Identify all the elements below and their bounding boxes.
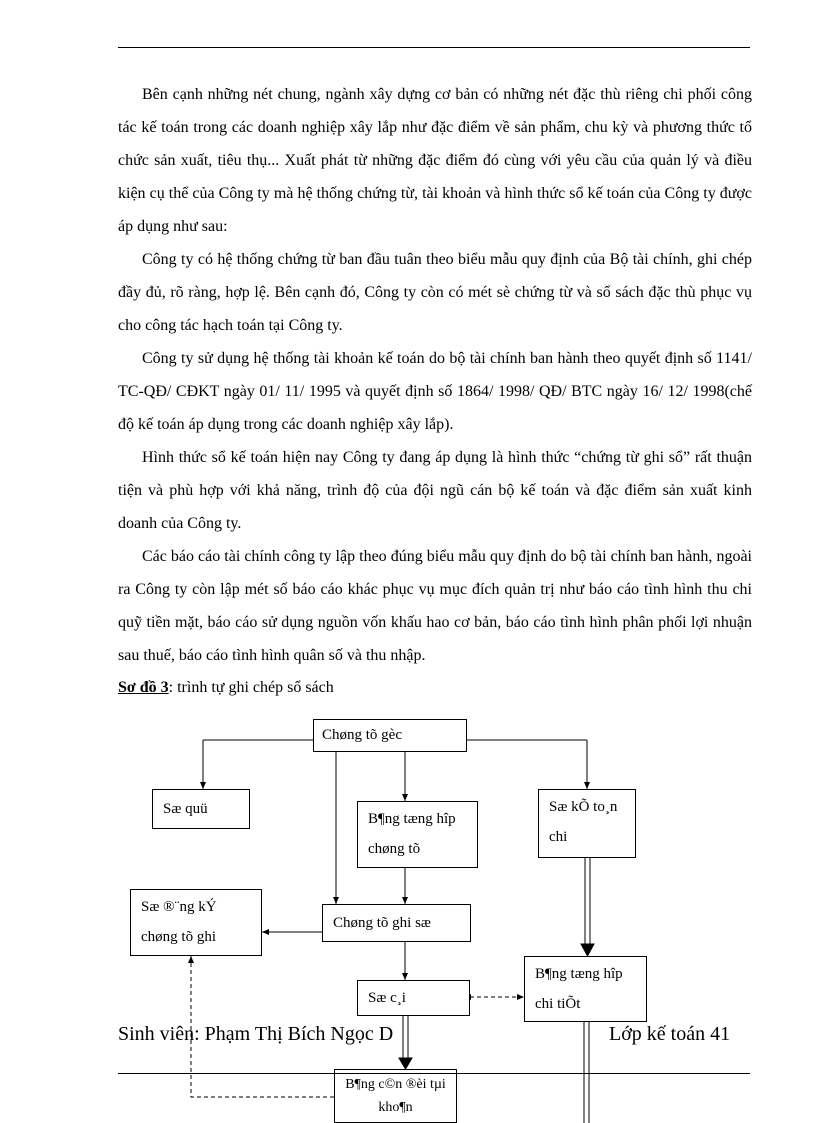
box-chung-tu-goc: Chøng tõ gèc (313, 719, 467, 752)
paragraph-4: Hình thức sổ kế toán hiện nay Công ty đang áp dụng là hình thức “chứng từ ghi sổ” rất thuận tiện và phù hợp với khả năng, trình độ của đội ngũ cán bộ kế toán và đặc điểm sản xuất kinh doanh của Công ty. (118, 449, 752, 532)
box-so-ke-toan-chi-tiet: Sæ kÕ to¸n chi (538, 789, 636, 858)
paragraph-5: Các báo cáo tài chính công ty lập theo đúng biểu mẫu quy định do bộ tài chính ban hành, ngoài ra Công ty còn lập mét số báo cáo khác phục vụ mục đích quản trị như báo cáo tình hình thu chi quỹ tiền mặt, báo cáo sử dụng nguồn vốn khấu hao cơ bản, báo cáo tình hình phân phối lợi nhuận sau thuế, báo cáo tình hình quân số và thu nhập. (118, 548, 752, 664)
box-chung-tu-ghi-so: Chøng tõ ghi sæ (322, 904, 471, 942)
box-so-cai: Sæ c¸i (357, 980, 470, 1016)
paragraph-2: Công ty có hệ thống chứng từ ban đầu tuân theo biểu mẫu quy định của Bộ tài chính, ghi chép đầy đủ, rõ ràng, hợp lệ. Bên cạnh đó, Công ty còn có mét sè chứng từ và sổ sách đặc thù phục vụ cho công tác hạch toán tại Công ty. (118, 251, 752, 334)
caption-text: : trình tự ghi chép sổ sách (168, 679, 334, 696)
arrow-head-bthct (581, 944, 594, 956)
footer-class: Lớp kế toán 41 (609, 1023, 731, 1045)
box-bang-tong-hop-chung-tu: B¶ng tæng hîp chøng tõ (357, 801, 478, 868)
paragraph-1: Bên cạnh những nét chung, ngành xây dựng cơ bản có những nét đặc thù riêng chi phối công tác kế toán trong các doanh nghiệp xây lắp như đặc điểm về sản phẩm, chu kỳ và phương thức tổ chức sản xuất, tiêu thụ... Xuất phát từ những đặc điểm đó cùng với yêu cầu của quản lý và điều kiện cụ thể của Công ty mà hệ thống chứng từ, tài khoản và hình thức sổ kế toán của Công ty được áp dụng như sau: (118, 86, 752, 235)
box-so-quy: Sæ quü (152, 789, 250, 829)
paragraph-3: Công ty sử dụng hệ thống tài khoản kế toán do bộ tài chính ban hành theo quyết định số 1141/ TC-QĐ/ CĐKT ngày 01/ 11/ 1995 và quyết định số 1864/ 1998/ QĐ/ BTC ngày 16/ 12/ 1998(chế độ kế toán áp dụng trong các doanh nghiệp xây lắp). (118, 350, 752, 433)
footer-rule (118, 1073, 750, 1074)
arrow-head-bcd (399, 1058, 412, 1069)
box-so-dang-ky: Sæ ®¨ng kÝ chøng tõ ghi (130, 889, 262, 956)
caption-label: Sơ đồ 3 (118, 679, 169, 696)
footer-student-name: Sinh viên: Phạm Thị Bích Ngọc D (118, 1023, 394, 1045)
box-bang-can-doi: B¶ng c©n ®èi tµi kho¶n (334, 1069, 457, 1123)
box-bang-tong-hop-chi-tiet: B¶ng tæng hîp chi tiÕt (524, 956, 647, 1022)
